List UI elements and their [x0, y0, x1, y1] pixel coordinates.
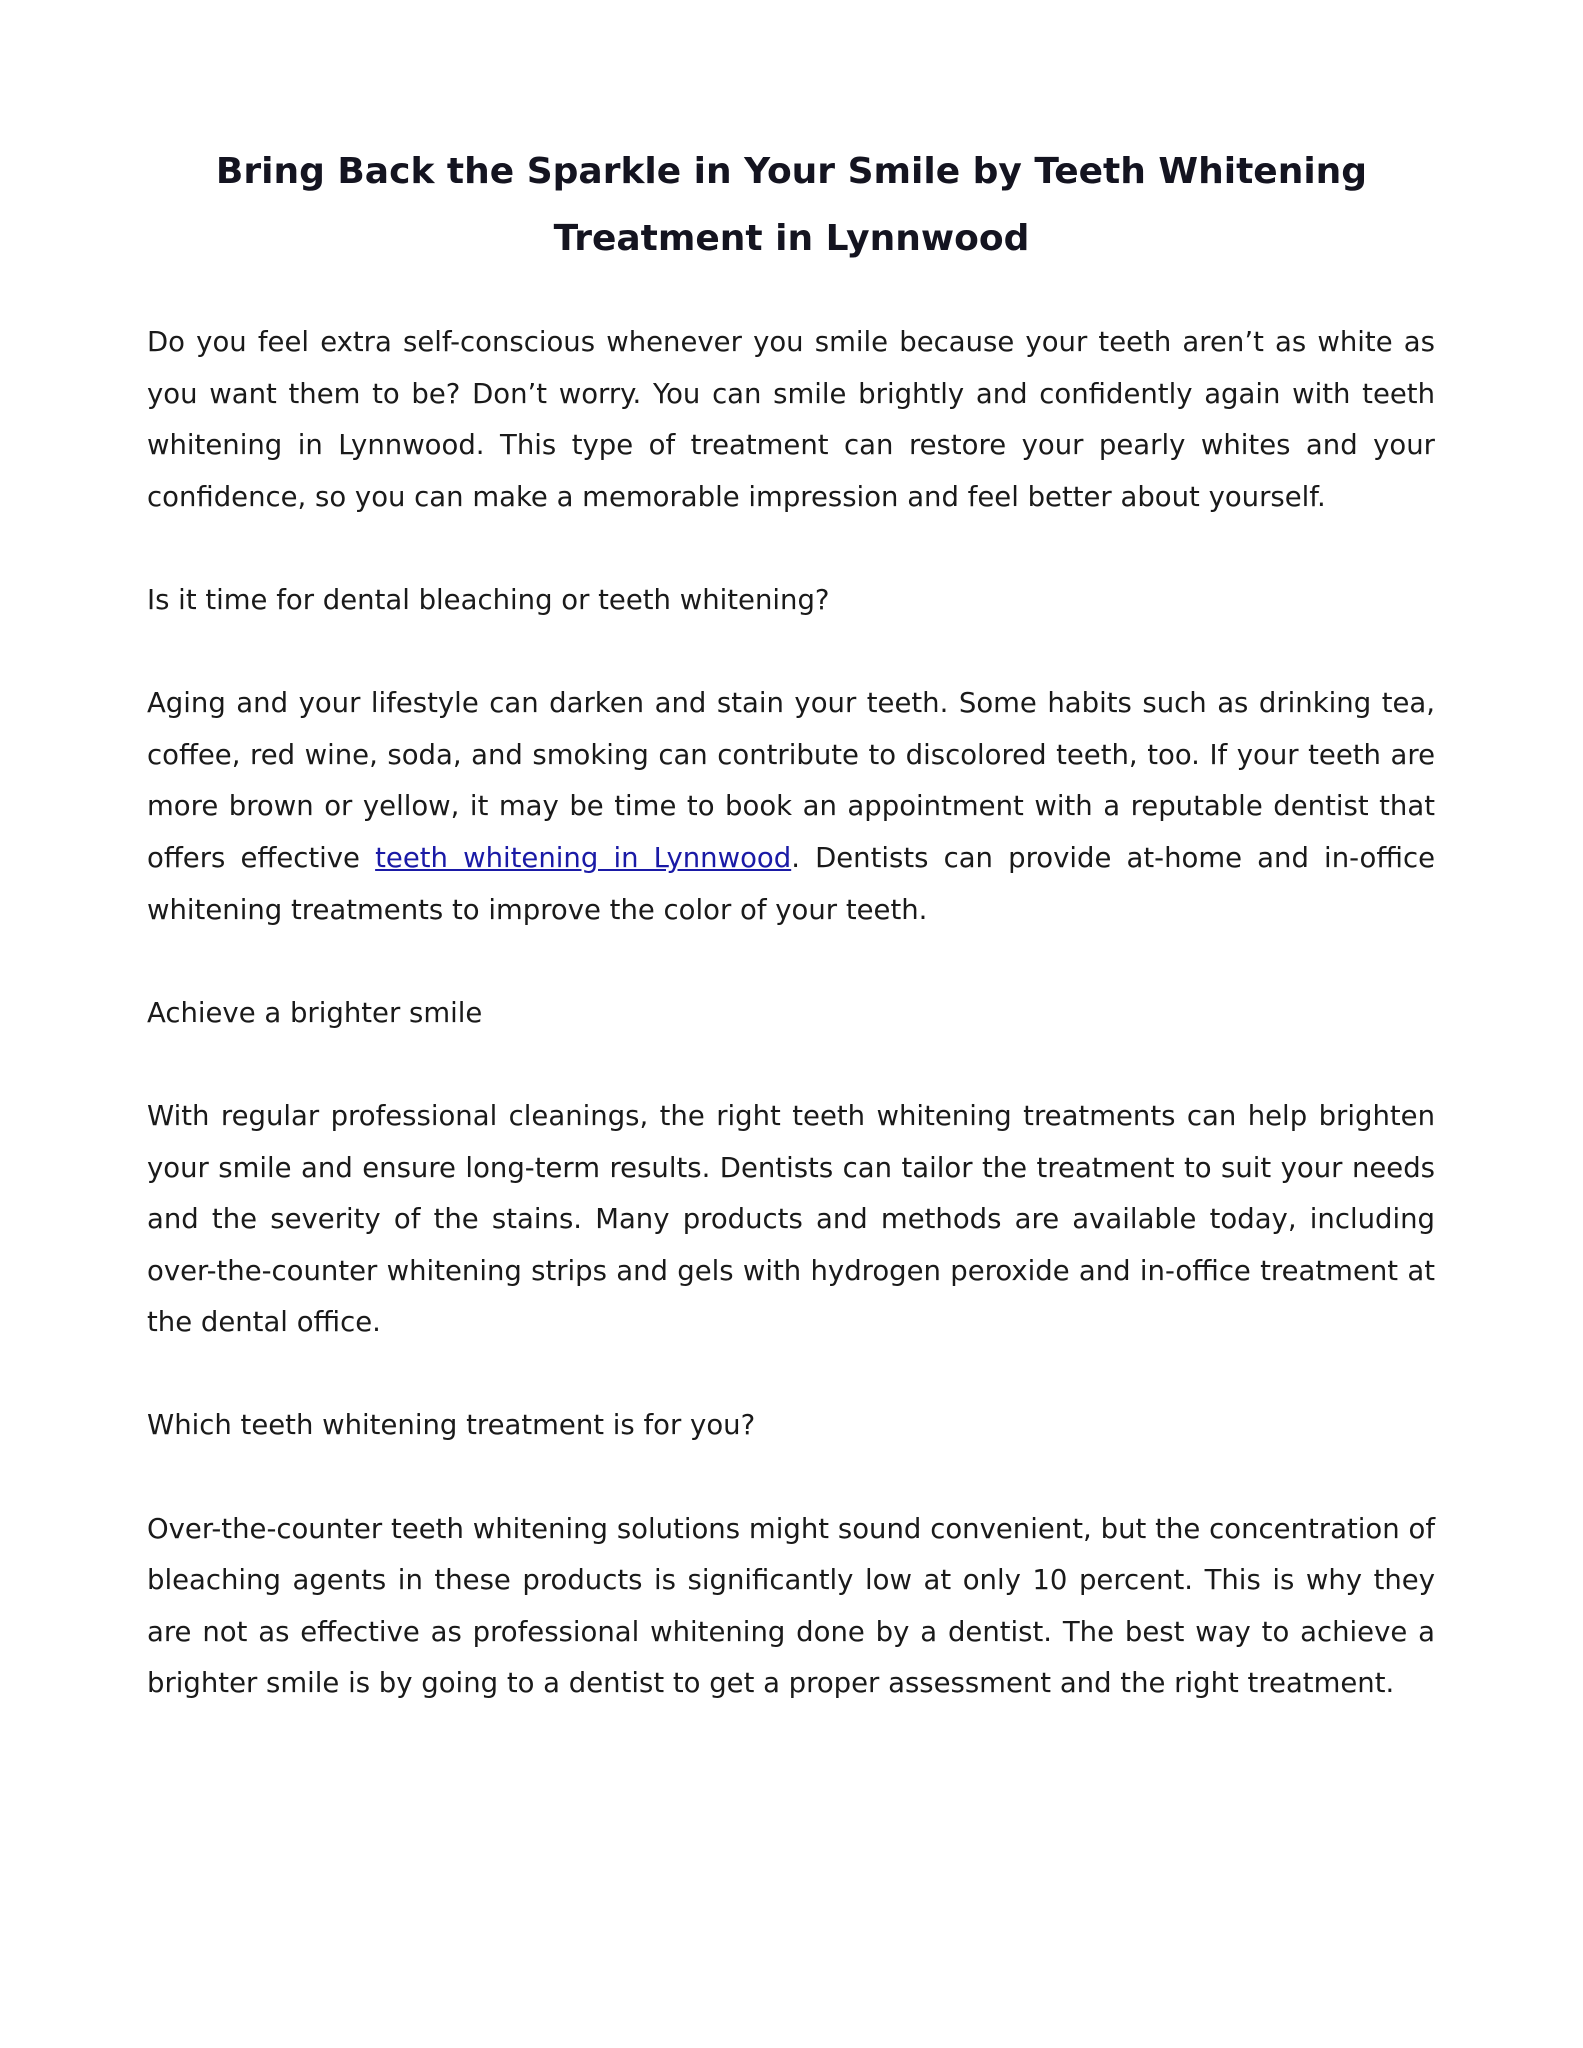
professional-cleanings-paragraph: With regular professional cleanings, the right teeth whitening treatments can help brighten your smile and ensure long-term results. Dentists can tailor the treatment to suit your needs and the severity of the stains. Many products and methods are available today, including over-the-counter whitening strips and gels with hydrogen peroxide and in-office treatment at the dental office. [147, 1099, 1435, 1339]
paragraph-text-after-link: . Dentists can provide at-home and in-office whitening treatments to improve the color of your teeth. [147, 841, 1436, 926]
section-heading-brighter-smile: Achieve a brighter smile [147, 996, 483, 1029]
section-heading-dental-bleaching: Is it time for dental bleaching or teeth whitening? [147, 583, 830, 616]
article-body [147, 317, 1435, 1762]
aging-lifestyle-paragraph [147, 678, 1435, 936]
teeth-whitening-lynnwood-link[interactable]: teeth whitening in Lynnwood [375, 841, 792, 874]
page-title-line-1: Bring Back the Sparkle in Your Smile by Teeth Whitening [215, 151, 1368, 192]
paragraph-text-before-link: Aging and your lifestyle can darken and stain your teeth. Some habits such as drinking tea, coffee, red wine, soda, and smoking can contribute to discolored teeth, too. If your teeth are more brown or yellow, it may be time to book an appointment with a reputable dentist that offers effective [147, 687, 1435, 874]
intro-paragraph: Do you feel extra self-conscious whenever you smile because your teeth aren’t as white as you want them to be? Don’t worry. You can smile brightly and confidently again with teeth whitening in Lynnwood. This type of treatment can restore your pearly whites and your confidence, so you can make a memorable impression and feel better about yourself. [147, 326, 1435, 513]
section-heading-which-treatment: Which teeth whitening treatment is for you? [147, 1409, 756, 1442]
page-title-line-2: Treatment in Lynnwood [553, 218, 1030, 259]
over-the-counter-paragraph: Over-the-counter teeth whitening solutions might sound convenient, but the concentration of bleaching agents in these products is significantly low at only 10 percent. This is why they are not as effective as professional whitening done by a dentist. The best way to achieve a brighter smile is by going to a dentist to get a proper assessment and the right treatment. [147, 1512, 1435, 1700]
page-title [0, 138, 1583, 272]
